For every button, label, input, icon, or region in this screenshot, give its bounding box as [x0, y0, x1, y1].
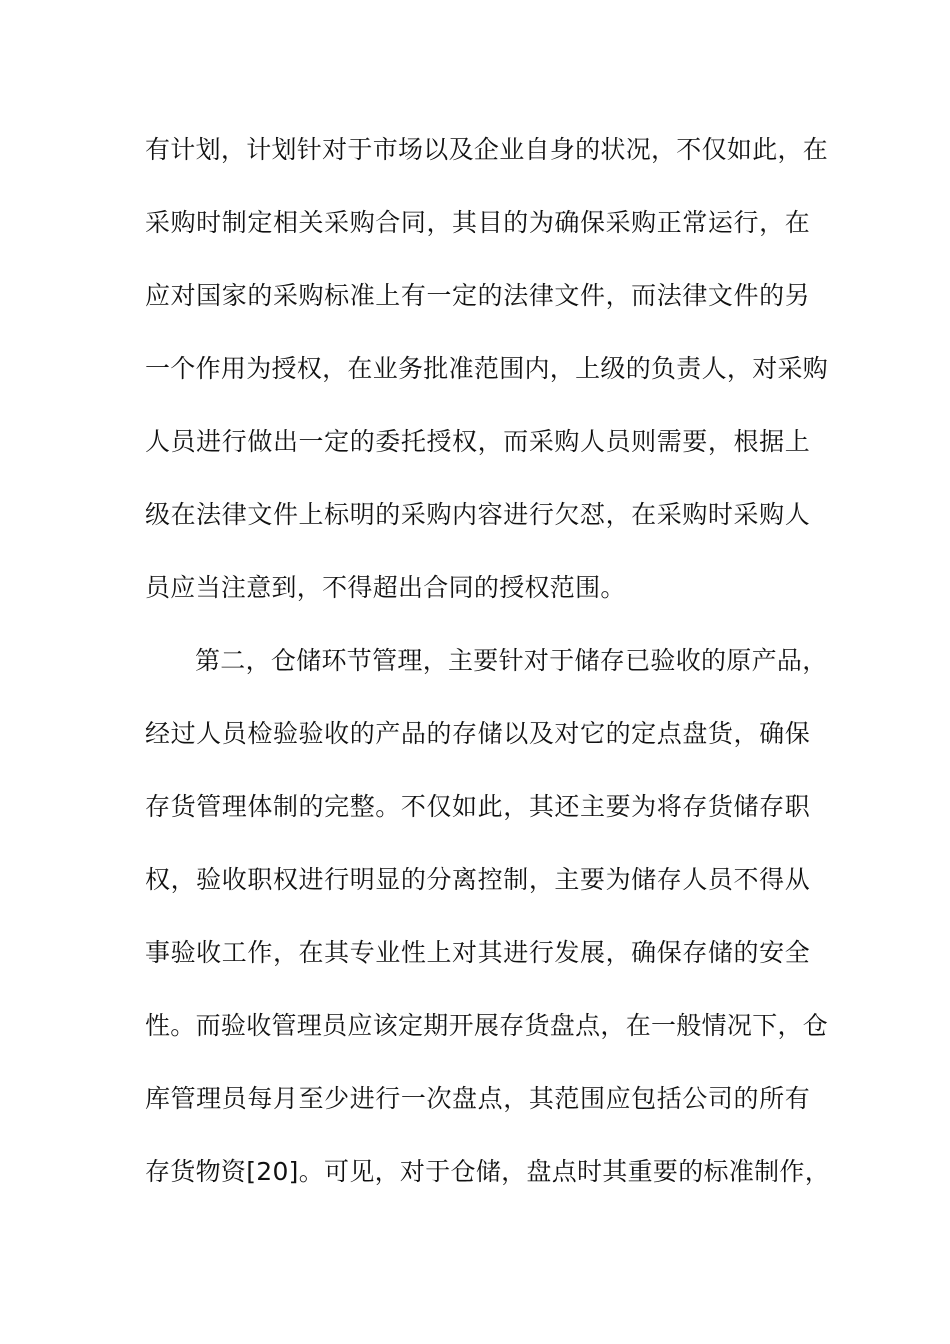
- text-line: 采购时制定相关采购合同，其目的为确保采购正常运行，在: [145, 208, 810, 237]
- text-line: 存货物资[20]。可见，对于仓储，盘点时其重要的标准制作，: [145, 1157, 831, 1186]
- text-line-paragraph-end: 员应当注意到，不得超出合同的授权范围。: [145, 573, 626, 602]
- text-line: 应对国家的采购标准上有一定的法律文件，而法律文件的另: [145, 281, 810, 310]
- text-line: 有计划，计划针对于市场以及企业自身的状况，不仅如此，在: [145, 135, 829, 164]
- text-line: 权，验收职权进行明显的分离控制，主要为储存人员不得从: [145, 865, 810, 894]
- text-line: 性。而验收管理员应该定期开展存货盘点，在一般情况下，仓: [145, 1011, 829, 1040]
- text-line-paragraph-start: 第二，仓储环节管理，主要针对于储存已验收的原产品，: [195, 646, 828, 675]
- text-line: 存货管理体制的完整。不仅如此，其还主要为将存货储存职: [145, 792, 810, 821]
- text-line: 人员进行做出一定的委托授权，而采购人员则需要，根据上: [145, 427, 810, 456]
- text-line: 经过人员检验验收的产品的存储以及对它的定点盘货，确保: [145, 719, 810, 748]
- text-line: 事验收工作，在其专业性上对其进行发展，确保存储的安全: [145, 938, 810, 967]
- text-line: 级在法律文件上标明的采购内容进行欠怼，在采购时采购人: [145, 500, 810, 529]
- text-line: 一个作用为授权，在业务批准范围内，上级的负责人，对采购: [145, 354, 829, 383]
- text-line: 库管理员每月至少进行一次盘点，其范围应包括公司的所有: [145, 1084, 810, 1113]
- body-text: [145, 124, 831, 1219]
